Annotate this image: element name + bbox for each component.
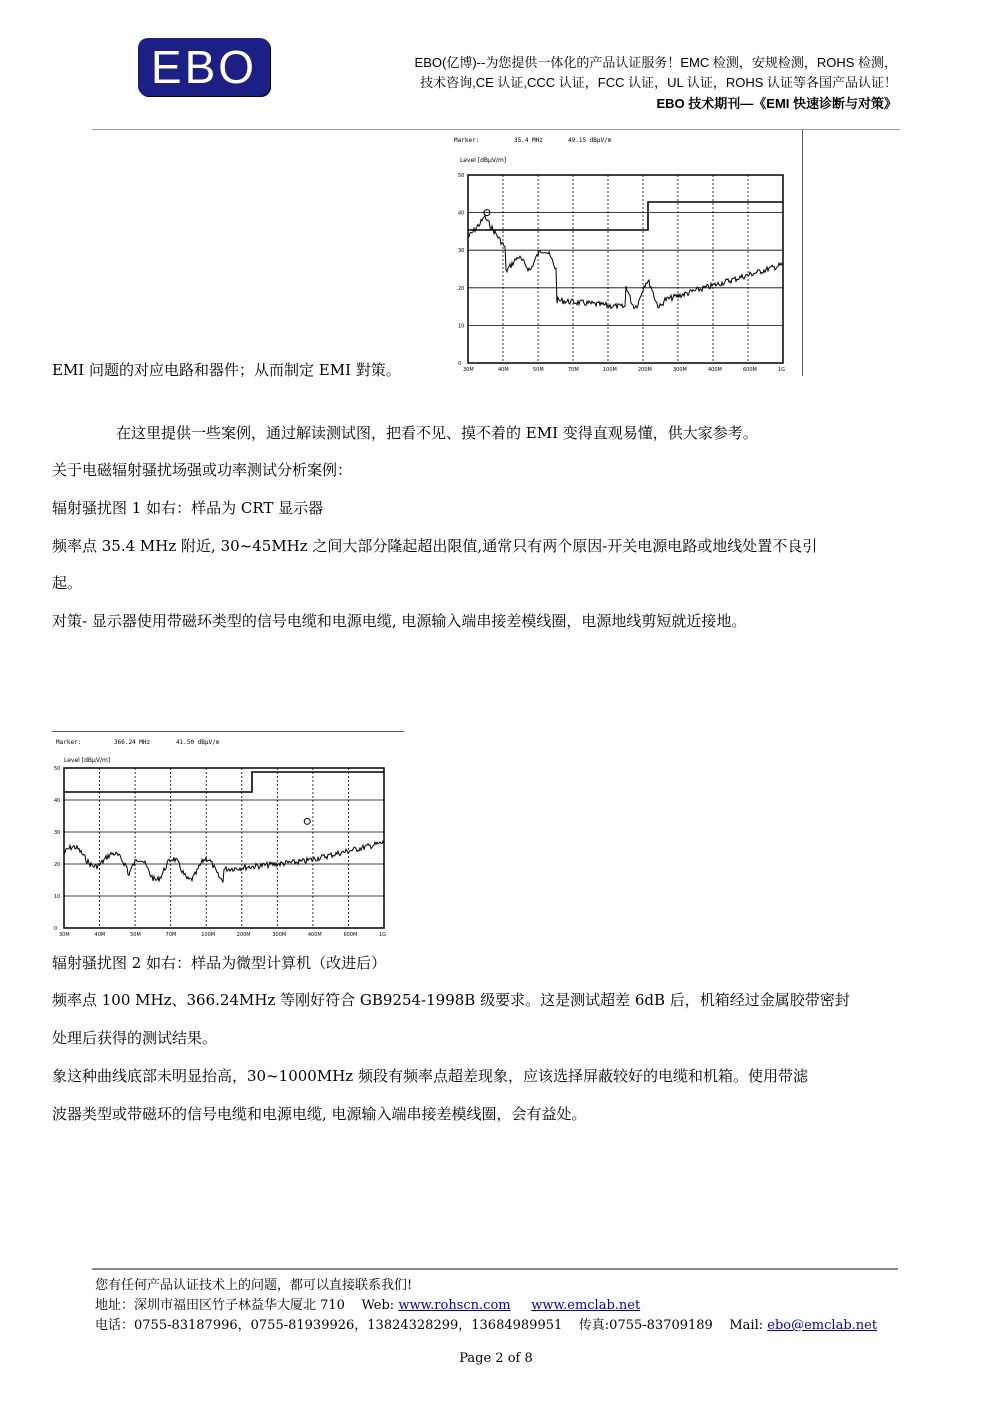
chart1-marker-freq: 35.4 MHz [514,137,543,144]
chart2-y-tick-label: 40 [54,798,61,804]
chart1-plot [458,173,785,373]
chart2-x-tick-label: 50M [130,932,141,937]
section-heading-cases: 关于电磁辐射骚扰场强或功率测试分析案例： [52,461,353,479]
chart1-x-tick-label: 70M [568,367,579,373]
chart1-y-tick-label: 50 [458,173,465,179]
chart1-x-tick-label: 50M [533,367,544,373]
header-journal-title: EBO 技术期刊—《EMI 快速诊断与对策》 [656,96,897,111]
figure2-advice-cont: 波器类型或带磁环的信号电缆和电源电缆, 电源输入端串接差模线圈，会有益处。 [52,1105,587,1123]
chart1-y-tick-label: 0 [458,361,462,367]
chart2-x-tick-label: 100M [201,932,216,937]
chart2-y-tick-label: 50 [54,766,61,772]
chart2-x-tick-label: 40M [94,932,106,937]
footer-address-line [95,1297,640,1314]
chart1-x-tick-label: 300M [673,367,687,373]
chart2-marker [304,818,310,824]
footer-address: 地址：深圳市福田区竹子林益华大厦北 710 [95,1298,345,1313]
paragraph-intro-end: EMI 问题的对应电路和器件；从而制定 EMI 對策。 [52,361,401,379]
figure1-countermeasure: 对策- 显示器使用带磁环类型的信号电缆和电源电缆, 电源输入端串接差模线圈，电源地线剪短就近接地。 [52,612,747,630]
chart1-x-tick-label: 400M [708,367,722,373]
paragraph-cases: 在这里提供一些案例，通过解读测试图，把看不见、摸不着的 EMI 变得直观易懂，供大家参考。 [116,424,758,442]
link-email[interactable]: ebo@emclab.net [767,1318,878,1333]
figure2-caption: 辐射骚扰图 2 如右：样品为微型计算机（改进后） [52,954,387,972]
chart1-y-tick-label: 40 [458,210,465,217]
chart2-marker-label: Marker: [56,739,82,746]
chart2-marker-freq: 366.24 MHz [114,739,151,746]
page-number: Page 2 of 8 [459,1351,533,1366]
chart2-x-tick-label: 30M [59,932,70,937]
chart2-x-tick-label: 200M [236,932,251,937]
chart2-y-tick-label: 30 [54,830,61,836]
chart1-limit-line [468,202,783,230]
figure2-description-cont: 处理后获得的测试结果。 [52,1029,218,1047]
emi-chart-1 [448,130,803,376]
chart2-limit-line [64,772,384,792]
chart1-x-tick-label: 600M [743,367,757,373]
chart1-y-tick-label: 10 [458,323,465,330]
figure2-advice: 象这种曲线底部未明显抬高，30~1000MHz 频段有频率点超差现象，应该选择屏蔽较好的电缆和机箱。使用带滤 [52,1067,808,1085]
chart1-y-tick-label: 20 [458,285,465,292]
footer-contact-invite: 您有任何产品认证技术上的问题，都可以直接联系我们! [95,1278,413,1293]
chart1-x-tick-label: 200M [638,367,652,373]
chart2-y-tick-label: 20 [54,862,61,868]
chart1-marker-label: Marker: [454,137,480,144]
chart1-frame [468,175,783,363]
chart2-trace [64,841,384,882]
chart1-x-tick-label: 40M [498,367,509,373]
chart2-x-tick-label: 400M [307,932,322,937]
chart2-x-tick-label: 600M [343,932,358,937]
chart2-x-tick-label: 70M [165,932,177,937]
figure2-description: 频率点 100 MHz、366.24MHz 等刚好符合 GB9254-1998B 级要求。这是测试超差 6dB 后，机箱经过金属胶带密封 [52,991,850,1009]
chart2-marker-level: 41.50 dBµV/m [176,739,220,746]
footer-phone-line [95,1317,877,1334]
chart1-marker-level: 49.15 dBµV/m [568,137,612,144]
link-emclab[interactable]: www.emclab.net [531,1298,641,1313]
chart2-y-tick-label: 10 [54,894,61,900]
chart1-y-axis-label: Level [dBµV/m] [460,157,507,164]
figure1-description: 频率点 35.4 MHz 附近, 30~45MHz 之间大部分隆起超出限值,通常只有两个原因-开关电源电路或地线处置不良引 [52,537,818,555]
chart1-x-tick-label: 30M [463,367,474,373]
chart1-x-tick-label: 1G [778,367,786,373]
header-line-services: EBO(亿博)--为您提供一体化的产品认证服务！EMC 检测，安规检测，ROHS 检测， [414,55,897,70]
chart1-x-tick-label: 100M [603,367,617,373]
header-line-certifications: 技术咨询,CE 认证,CCC 认证，FCC 认证，UL 认证，ROHS 认证等各国产品认证！ [420,75,897,90]
footer-mail-label: Mail: [729,1318,764,1333]
chart2-y-tick-label: 0 [54,926,58,932]
footer-fax: 传真:0755-83709189 [578,1318,713,1333]
footer-web-label: Web: [361,1298,395,1313]
chart2-x-tick-label: 1G [379,932,387,937]
chart1-y-tick-label: 30 [458,248,465,255]
footer-divider [92,1268,898,1270]
footer-phone: 电话：0755-83187996，0755-81939926，13824328299，13684989951 [95,1318,563,1333]
figure1-caption: 辐射骚扰图 1 如右：样品为 CRT 显示器 [52,499,324,517]
chart2-plot [54,766,386,937]
emi-chart-2 [52,731,404,937]
chart2-x-tick-label: 300M [272,932,287,937]
figure1-description-cont: 起。 [52,574,83,592]
company-logo: EBO [138,38,270,96]
link-rohscn[interactable]: www.rohscn.com [398,1298,511,1313]
chart2-y-axis-label: Level [dBµV/m] [64,757,111,764]
